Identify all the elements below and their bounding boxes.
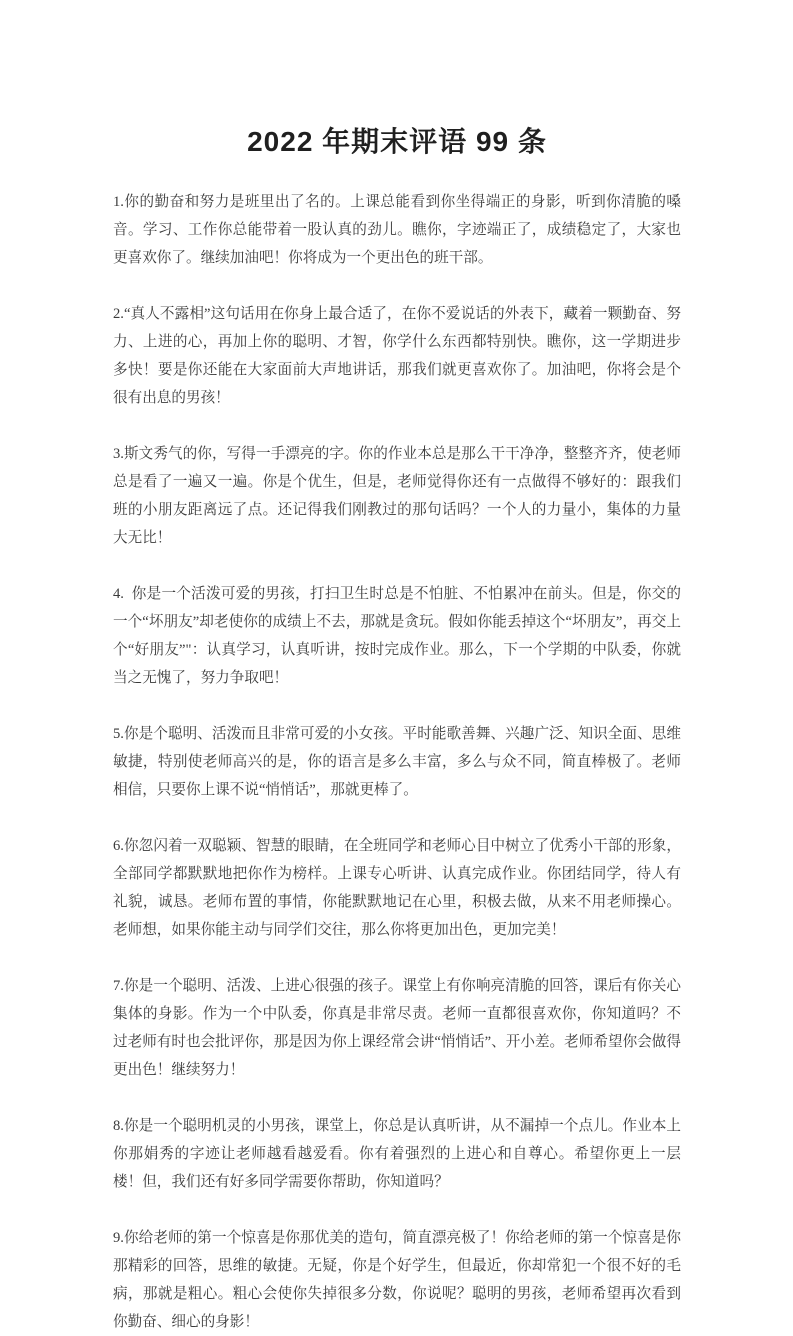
comment-paragraph-1: 1.你的勤奋和努力是班里出了名的。上课总能看到你坐得端正的身影，听到你清脆的嗓音。学习、工作你总能带着一股认真的劲儿。瞧你，字迹端正了，成绩稳定了，大家也更喜欢你了。继续加油吧！你将成为一个更出色的班干部。 <box>113 194 681 266</box>
comment-paragraph-4: 4. 你是一个活泼可爱的男孩，打扫卫生时总是不怕脏、不怕累冲在前头。但是，你交的一个“坏朋友”却老使你的成绩上不去，那就是贪玩。假如你能丢掉这个“坏朋友”，再交上个“好朋友”"：认真学习，认真听讲，按时完成作业。那么，下一个学期的中队委，你就当之无愧了，努力争取吧！ <box>113 586 681 686</box>
comment-paragraph-9: 9.你给老师的第一个惊喜是你那优美的造句，简直漂亮极了！你给老师的第一个惊喜是你那精彩的回答，思维的敏捷。无疑，你是个好学生，但最近，你却常犯一个很不好的毛病，那就是粗心。粗心会使你失掉很多分数，你说呢？聪明的男孩，老师希望再次看到你勤奋、细心的身影！ <box>113 1230 681 1330</box>
comment-paragraph-3: 3.斯文秀气的你，写得一手漂亮的字。你的作业本总是那么干干净净，整整齐齐，使老师总是看了一遍又一遍。你是个优生，但是，老师觉得你还有一点做得不够好的：跟我们班的小朋友距离远了点。还记得我们刚教过的那句话吗？一个人的力量小，集体的力量大无比！ <box>113 446 681 546</box>
document-title: 2022 年期末评语 99 条 <box>247 126 547 157</box>
comment-paragraph-6: 6.你忽闪着一双聪颖、智慧的眼睛，在全班同学和老师心目中树立了优秀小干部的形象，全部同学都默默地把你作为榜样。上课专心听讲、认真完成作业。你团结同学，待人有礼貌，诚恳。老师布置的事情，你能默默地记在心里，积极去做，从来不用老师操心。老师想，如果你能主动与同学们交往，那么你将更加出色，更加完美！ <box>113 838 681 938</box>
comment-paragraph-2: 2.“真人不露相”这句话用在你身上最合适了，在你不爱说话的外表下，藏着一颗勤奋、努力、上进的心，再加上你的聪明、才智，你学什么东西都特别快。瞧你，这一学期进步多快！要是你还能在大家面前大声地讲话，那我们就更喜欢你了。加油吧，你将会是个很有出息的男孩！ <box>113 306 681 406</box>
comment-paragraph-5: 5.你是个聪明、活泼而且非常可爱的小女孩。平时能歌善舞、兴趣广泛、知识全面、思维敏捷，特别使老师高兴的是，你的语言是多么丰富，多么与众不同，简直棒极了。老师相信，只要你上课不说“悄悄话”，那就更棒了。 <box>113 726 681 798</box>
comment-paragraph-7: 7.你是一个聪明、活泼、上进心很强的孩子。课堂上有你响亮清脆的回答，课后有你关心集体的身影。作为一个中队委，你真是非常尽责。老师一直都很喜欢你，你知道吗？不过老师有时也会批评你，那是因为你上课经常会讲“悄悄话”、开小差。老师希望你会做得更出色！继续努力！ <box>113 978 681 1078</box>
comment-paragraph-8: 8.你是一个聪明机灵的小男孩，课堂上，你总是认真听讲，从不漏掉一个点儿。作业本上你那娟秀的字迹让老师越看越爱看。你有着强烈的上进心和自尊心。希望你更上一层楼！但，我们还有好多同学需要你帮助，你知道吗？ <box>113 1118 681 1190</box>
